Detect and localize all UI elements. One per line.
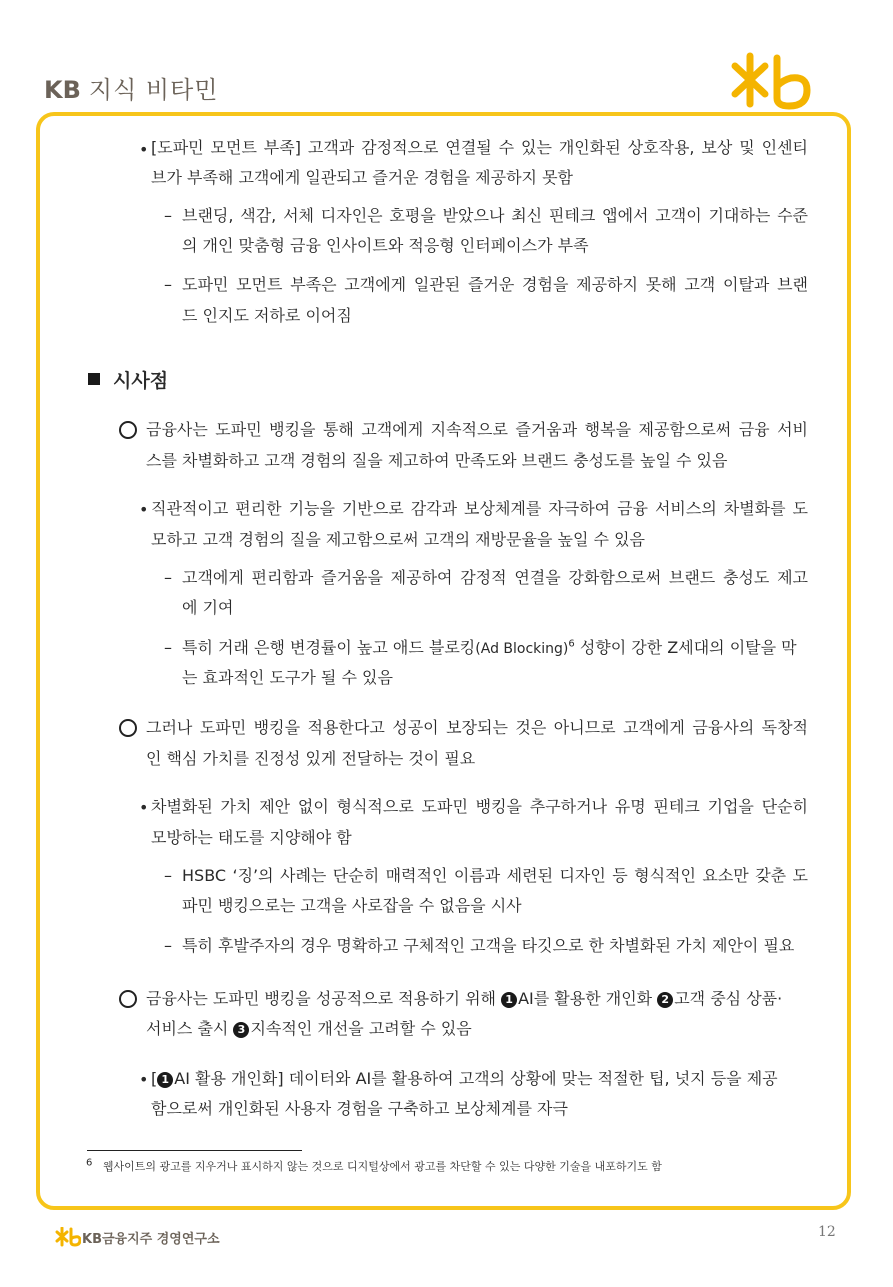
dash-1-line-1: 브랜딩, 색감, 서체 디자인은 호평을 받았으나 최신 핀테크 앱에서 고객이 기대하는 수준 xyxy=(182,206,808,225)
dash-3-line-2: 에 기여 xyxy=(182,598,234,617)
bullet-marker: • xyxy=(139,1070,149,1089)
bullet-3-line-1: 차별화된 가치 제안 없이 형식적으로 도파민 뱅킹을 추구하거나 유명 핀테크 기업을 단순히 xyxy=(151,797,808,816)
dash-marker: – xyxy=(164,936,172,955)
dash-marker: – xyxy=(164,275,172,294)
bullet-marker: • xyxy=(139,798,149,817)
bullet-4-text-a: [ xyxy=(151,1069,158,1088)
footer-kb-logo xyxy=(55,1227,81,1247)
header-title-text: 지식 비타민 xyxy=(88,76,219,104)
dash-5-line-1: HSBC ‘징’의 사례는 단순히 매력적인 이름과 세련된 디자인 등 형식적인 요소만 갖춘 도 xyxy=(182,866,808,885)
dash-4-line-2: 는 효과적인 도구가 될 수 있음 xyxy=(182,668,393,687)
bullet-marker: • xyxy=(139,500,149,519)
bullet-4-line-2: 함으로써 개인화된 사용자 경험을 구축하고 보상체계를 자극 xyxy=(151,1099,568,1118)
bullet-2-line-2: 모하고 고객 경험의 질을 제고함으로써 고객의 재방문율을 높일 수 있음 xyxy=(151,530,645,549)
footnote xyxy=(86,1158,662,1174)
dash-4-line-1 xyxy=(182,636,797,661)
bullet-1-line-2: 브가 부족해 고객에게 일관되고 즐거운 경험을 제공하지 못함 xyxy=(151,168,574,187)
kb-star-logo xyxy=(725,52,817,112)
circle-3-line-1 xyxy=(146,987,782,1011)
footer-organization: KB금융지주 경영연구소 xyxy=(82,1232,220,1247)
number-1-icon: 1 xyxy=(157,1072,173,1088)
dash-2-line-2: 드 인지도 저하로 이어짐 xyxy=(182,306,352,325)
circle-3-text-e: 지속적인 개선을 고려할 수 있음 xyxy=(250,1019,472,1038)
footnote-text: 웹사이트의 광고를 지우거나 표시하지 않는 것으로 디지털상에서 광고를 차단할 수 있는 다양한 기술을 내포하기도 함 xyxy=(102,1160,662,1173)
circle-3-text-d: 서비스 출시 xyxy=(146,1019,234,1038)
dash-marker: – xyxy=(164,638,172,657)
circle-3-text-c: 고객 중심 상품· xyxy=(674,989,783,1008)
circle-3-text-a: 금융사는 도파민 뱅킹을 성공적으로 적용하기 위해 xyxy=(146,989,502,1008)
bullet-marker: • xyxy=(139,140,149,159)
footnote-ref: 6 xyxy=(568,638,575,650)
page-number: 12 xyxy=(818,1224,836,1240)
dash-3-line-1: 고객에게 편리함과 즐거움을 제공하여 감정적 연결을 강화함으로써 브랜드 충성도 제고 xyxy=(182,568,808,587)
number-1-icon: 1 xyxy=(501,992,517,1008)
circle-bullet-icon xyxy=(119,990,137,1008)
bullet-2-line-1: 직관적이고 편리한 기능을 기반으로 감각과 보상체계를 자극하여 금융 서비스의 차별화를 도 xyxy=(151,499,808,518)
dash-marker: – xyxy=(164,206,172,225)
bullet-4-line-1 xyxy=(151,1067,778,1091)
dash-6-line-1: 특히 후발주자의 경우 명확하고 구체적인 고객을 타깃으로 한 차별화된 가치 제안이 필요 xyxy=(182,936,795,955)
dash-2-line-1: 도파민 모먼트 부족은 고객에게 일관된 즐거운 경험을 제공하지 못해 고객 이탈과 브랜 xyxy=(182,275,808,294)
circle-2-line-2: 인 핵심 가치를 진정성 있게 전달하는 것이 필요 xyxy=(146,749,476,768)
bullet-3-line-2: 모방하는 태도를 지양해야 함 xyxy=(151,828,352,847)
dash-1-line-2: 의 개인 맞춤형 금융 인사이트와 적응형 인터페이스가 부족 xyxy=(182,236,589,255)
dash-5-line-2: 파민 뱅킹으로는 고객을 사로잡을 수 없음을 시사 xyxy=(182,896,522,915)
circle-2-line-1: 그러나 도파민 뱅킹을 적용한다고 성공이 보장되는 것은 아니므로 고객에게 금융사의 독창적 xyxy=(146,718,808,737)
dash-marker: – xyxy=(164,866,172,885)
circle-bullet-icon xyxy=(119,719,137,737)
section-title: 시사점 xyxy=(113,370,169,392)
header-title xyxy=(44,70,218,105)
circle-3-text-b: AI를 활용한 개인화 xyxy=(518,989,658,1008)
bullet-1-line-1: [도파민 모먼트 부족] 고객과 감정적으로 연결될 수 있는 개인화된 상호작용, 보상 및 인센티 xyxy=(151,138,808,157)
logo-b xyxy=(777,58,807,106)
ad-blocking-term: (Ad Blocking) xyxy=(475,641,569,657)
number-3-icon: 3 xyxy=(233,1022,249,1038)
section-square-icon xyxy=(88,373,100,385)
bullet-4-text-b: AI 활용 개인화] 데이터와 AI를 활용하여 고객의 상황에 맞는 적절한 팁, 넛지 등을 제공 xyxy=(174,1069,778,1088)
circle-1-line-1: 금융사는 도파민 뱅킹을 통해 고객에게 지속적으로 즐거움과 행복을 제공함으로써 금융 서비 xyxy=(146,420,808,439)
circle-bullet-icon xyxy=(119,421,137,439)
circle-1-line-2: 스를 차별화하고 고객 경험의 질을 제고하여 만족도와 브랜드 충성도를 높일 수 있음 xyxy=(146,451,728,470)
circle-3-line-2 xyxy=(146,1017,472,1041)
footnote-divider xyxy=(87,1150,302,1151)
dash-4-text-c: 성향이 강한 Z세대의 이탈을 막 xyxy=(574,638,797,657)
footnote-mark: 6 xyxy=(86,1157,93,1169)
dash-marker: – xyxy=(164,568,172,587)
header-brand: KB xyxy=(44,76,81,104)
number-2-icon: 2 xyxy=(657,992,673,1008)
dash-4-text-a: 특히 거래 은행 변경률이 높고 애드 블로킹 xyxy=(182,638,476,657)
